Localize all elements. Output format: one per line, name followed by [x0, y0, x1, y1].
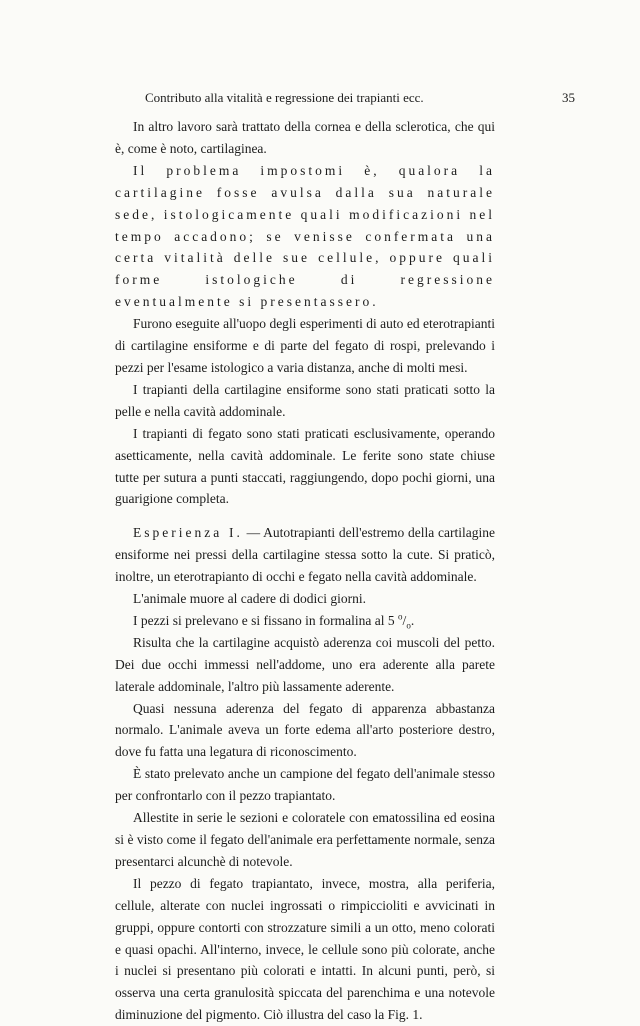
- percent-sup: o: [398, 611, 403, 622]
- paragraph-formalina: [115, 610, 495, 632]
- paragraph: È stato prelevato anche un campione del fegato dell'animale stesso per confrontarlo con il pezzo trapiantato.: [115, 766, 495, 804]
- paragraph: Risulta che la cartilagine acquistò aderenza coi muscoli del petto. Dei due occhi immessi nell'addome, uno era aderente alla parete laterale addominale, l'altro più lassamente aderente.: [115, 634, 495, 694]
- paragraph: Il pezzo di fegato trapiantato, invece, mostra, alla periferia, cellule, alterate con nuclei ingrossati o rimpiccioliti e avvicinati in gruppi, oppure contorti con strozzature simili a un otto, meno colorati e quasi opachi. All'interno, invece, le cellule sono più colorate, anche i nuclei si presentano più colorati e intatti. In alcuni punti, però, si osserva una certa granulosità spiccata del parenchima e una notevole diminuzione del pigmento. Ciò illustra del caso la Fig. 1.: [115, 875, 495, 1023]
- paragraph-spaced: Il problema impostomi è, qualora la cartilagine fosse avulsa dalla sua naturale sede, istologicamente quali modificazioni nel tempo accadono; se venisse confermata una certa vitalità delle sue cellule, oppure quali forme istologiche di regressione eventualmente si presentassero.: [115, 162, 495, 310]
- formalina-text: I pezzi si prelevano e si fissano in formalina al 5: [133, 612, 395, 628]
- paragraph: I trapianti di fegato sono stati praticati esclusivamente, operando asetticamente, nella cavità addominale. Le ferite sono state chiuse tutte per sutura a punti staccati, raggiungendo, dopo pochi giorni, una guarigione completa.: [115, 425, 495, 507]
- percent-slash: /: [402, 612, 407, 628]
- paragraph: In altro lavoro sarà trattato della cornea e della sclerotica, che qui è, come è noto, cartilaginea.: [115, 119, 495, 156]
- paragraph: Quasi nessuna aderenza del fegato di apparenza abbastanza normalo. L'animale aveva un forte edema all'arto posteriore destro, dove fu fatta una legatura di riconoscimento.: [115, 700, 495, 760]
- paragraph: Furono eseguite all'uopo degli esperimenti di auto ed eterotrapianti di cartilagine ensiforme e di parte del fegato di rospi, prelevando i pezzi per l'esame istologico a varia distanza, anche di molti mesi.: [115, 316, 495, 375]
- experiment-text: — Autotrapianti dell'estremo della cartilagine ensiforme nei pressi della cartilagine stessa sotto la cute. Si praticò, inoltre, un eterotrapianto di occhi e fegato nella cavità addominale.: [115, 525, 495, 585]
- paragraph: Allestite in serie le sezioni e coloratele con ematossilina ed eosina si è visto come il fegato dell'animale era perfettamente normale, senza presentarci alcunchè di notevole.: [115, 810, 495, 869]
- body-text: [115, 116, 495, 1026]
- experiment-label: Esperienza I.: [133, 525, 243, 541]
- paragraph: I trapianti della cartilagine ensiforme sono stati praticati sotto la pelle e nella cavità addominale.: [115, 381, 495, 419]
- running-title: Contributo alla vitalità e regressione dei trapianti ecc.: [145, 90, 424, 105]
- experiment-paragraph: [115, 522, 495, 588]
- percent-sub: o: [406, 620, 411, 631]
- paragraph: L'animale muore al cadere di dodici giorni.: [133, 591, 366, 607]
- formalina-end: .: [410, 612, 415, 628]
- page-number: 35: [562, 90, 575, 105]
